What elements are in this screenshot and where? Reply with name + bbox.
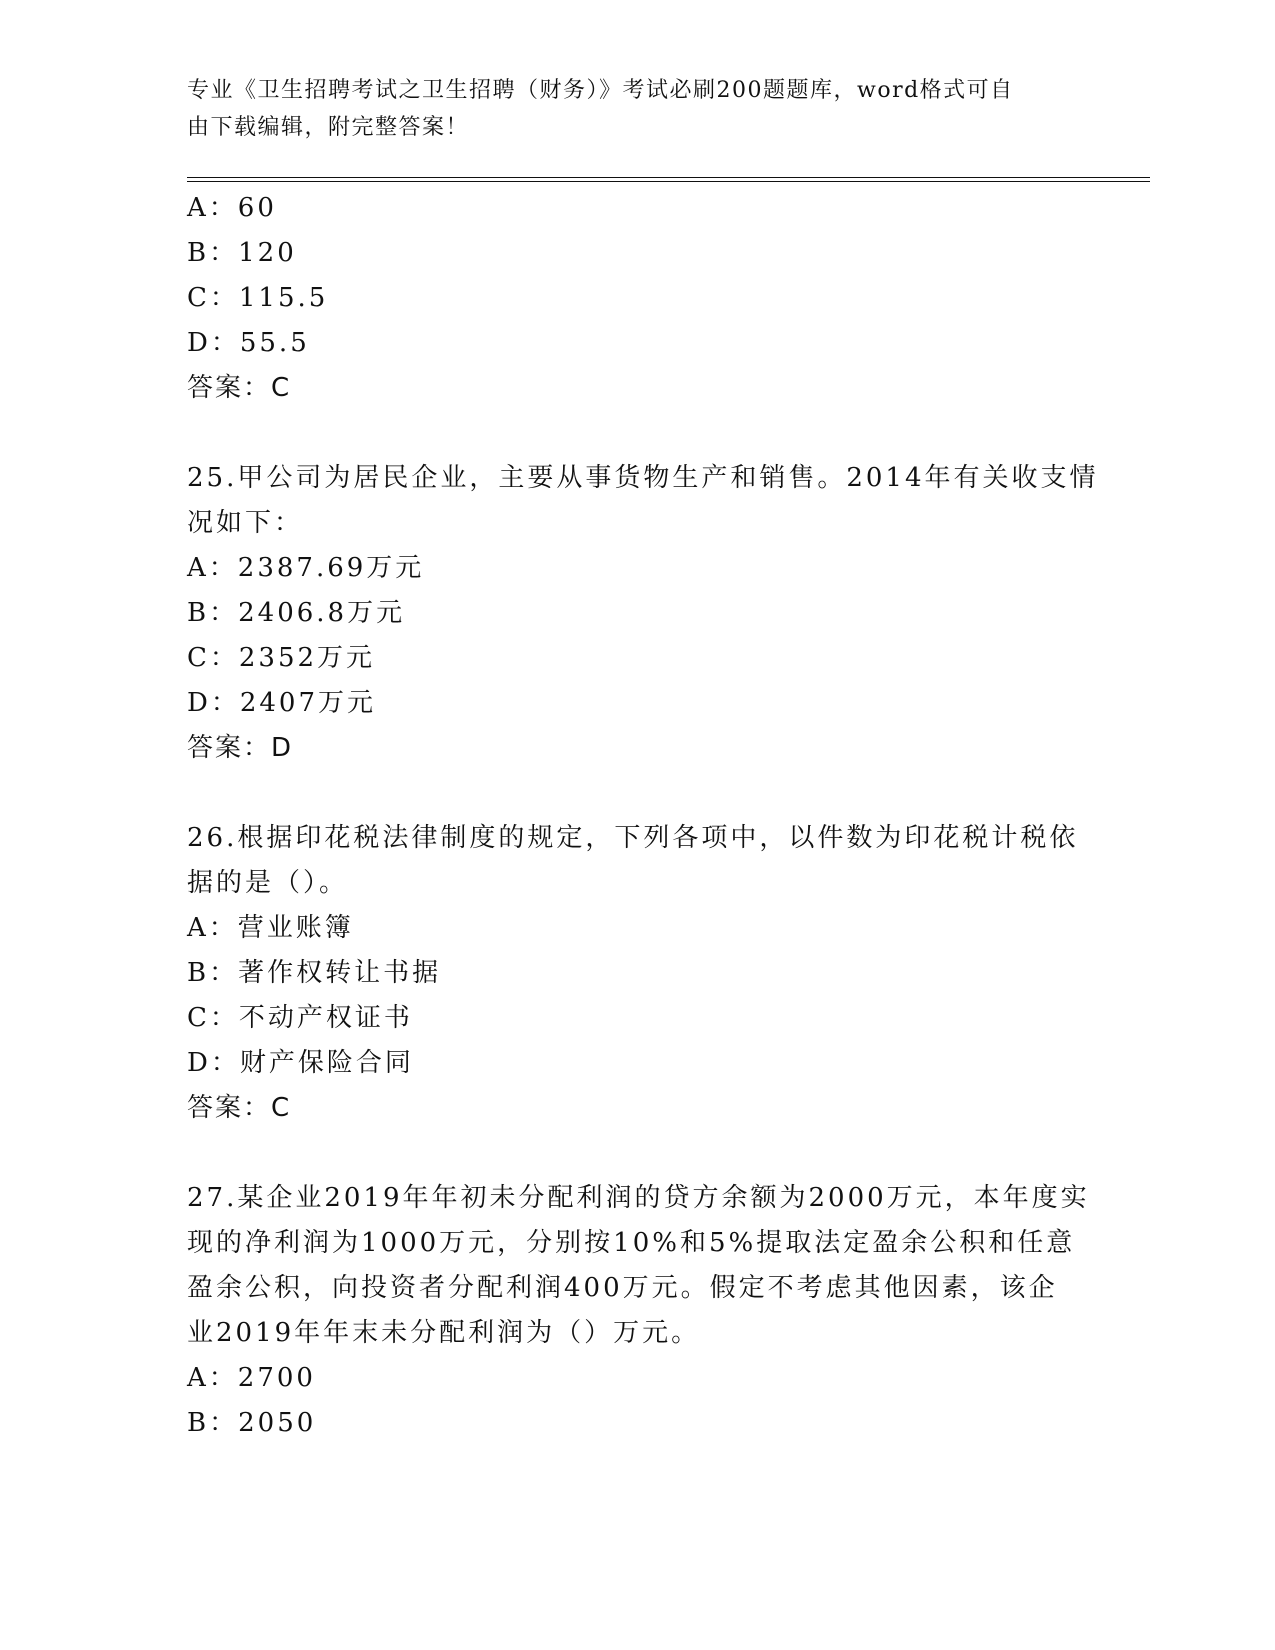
document-header <box>187 72 1067 146</box>
q25-stem-line-2: 况如下： <box>187 508 304 538</box>
q24-option-d: D：55.5 <box>187 328 310 358</box>
q24-option-c: C：115.5 <box>187 283 329 313</box>
q26-option-b: B：著作权转让书据 <box>187 958 442 988</box>
q27-stem-line-1: 27.某企业2019年年初未分配利润的贷方余额为2000万元，本年度实 <box>187 1183 1090 1213</box>
q26-stem-line-1: 26.根据印花税法律制度的规定，下列各项中，以件数为印花税计税依 <box>187 823 1079 853</box>
q25-option-c: C：2352万元 <box>187 643 376 673</box>
header-divider-bottom <box>187 181 1150 182</box>
q27-option-b: B：2050 <box>187 1408 317 1438</box>
q26-option-a: A：营业账簿 <box>187 913 354 943</box>
q27-option-a: A：2700 <box>187 1363 316 1393</box>
q25-option-d: D：2407万元 <box>187 688 377 718</box>
q26-stem-line-2: 据的是（）。 <box>187 868 349 898</box>
q24-option-b: B：120 <box>187 238 297 268</box>
q27-stem-line-2: 现的净利润为1000万元，分别按10%和5%提取法定盈余公积和任意 <box>187 1228 1076 1258</box>
q25-option-a: A：2387.69万元 <box>187 553 425 583</box>
q25-answer: 答案：D <box>187 733 294 763</box>
q25-stem-line-1: 25.甲公司为居民企业，主要从事货物生产和销售。2014年有关收支情 <box>187 463 1099 493</box>
q26-option-c: C：不动产权证书 <box>187 1003 413 1033</box>
header-line-2: 由下载编辑，附完整答案！ <box>187 115 470 140</box>
q25-option-b: B：2406.8万元 <box>187 598 406 628</box>
q24-answer: 答案：C <box>187 373 292 403</box>
q26-option-d: D：财产保险合同 <box>187 1048 414 1078</box>
header-divider-top <box>187 177 1150 178</box>
q26-answer: 答案：C <box>187 1093 292 1123</box>
q27-stem-line-4: 业2019年年末未分配利润为（）万元。 <box>187 1318 701 1348</box>
header-line-1: 专业《卫生招聘考试之卫生招聘（财务）》考试必刷200题题库，word格式可自 <box>187 78 1014 103</box>
q27-stem-line-3: 盈余公积，向投资者分配利润400万元。假定不考虑其他因素，该企 <box>187 1273 1058 1303</box>
q24-option-a: A：60 <box>187 193 277 223</box>
